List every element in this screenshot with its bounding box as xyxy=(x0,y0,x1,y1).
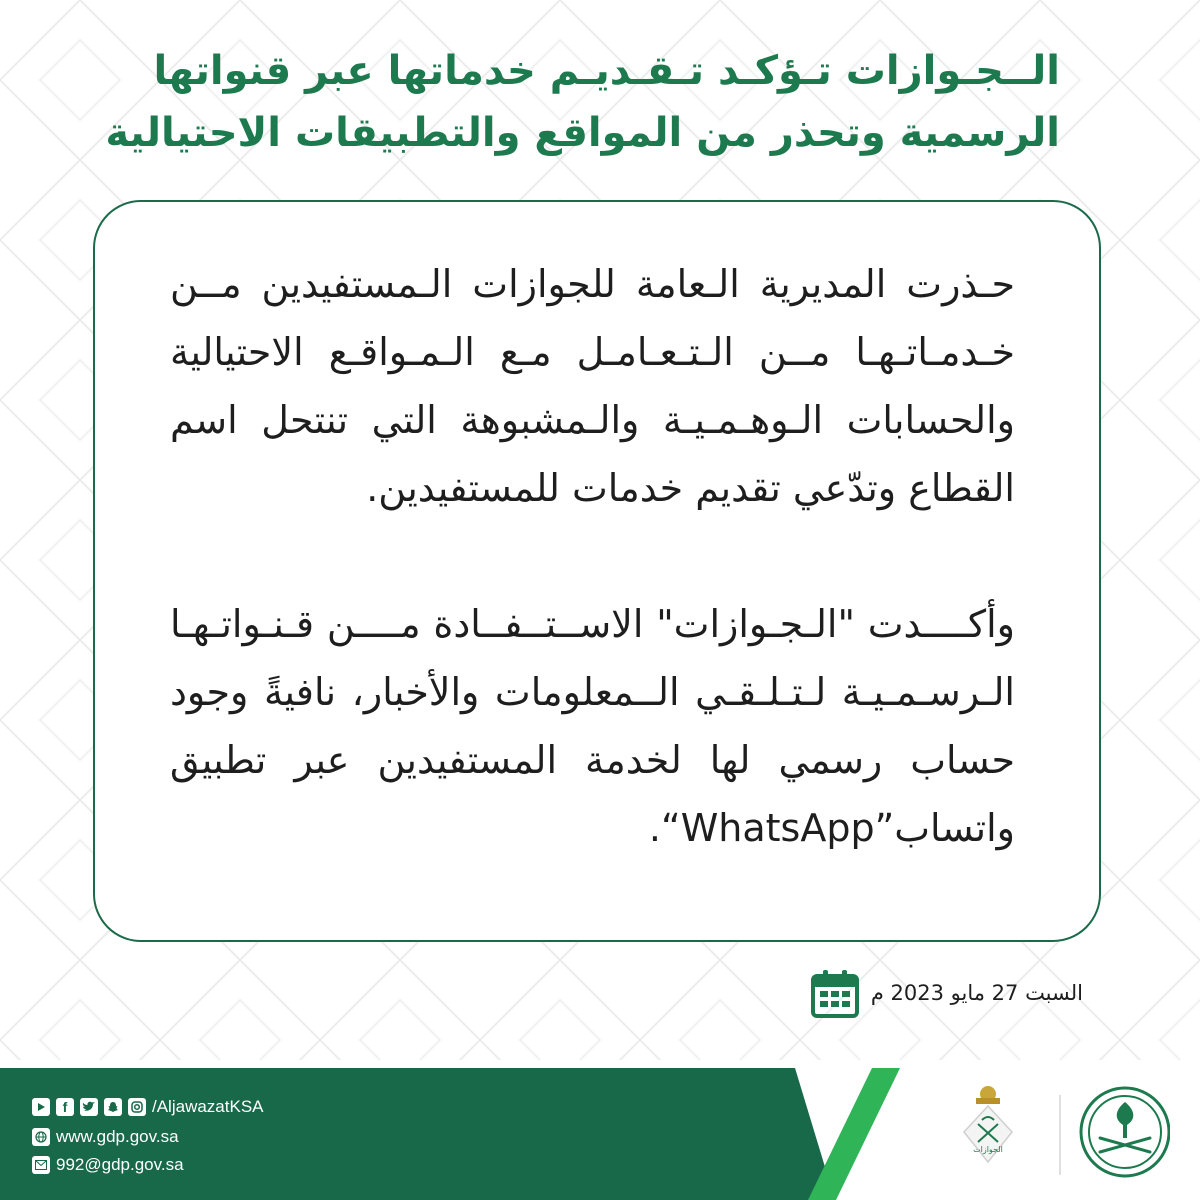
date-row xyxy=(811,968,1083,1018)
ministry-emblem xyxy=(1081,1088,1169,1176)
footer-social-row xyxy=(32,1097,264,1117)
footer-email-row xyxy=(32,1155,184,1175)
website-link[interactable]: www.gdp.gov.sa xyxy=(56,1127,179,1146)
title-line-1: الــجـوازات تـؤكـد تـقـديـم خدماتها عبر قنواتها xyxy=(153,48,1060,94)
logo-label: الجوازات xyxy=(973,1145,1003,1154)
globe-icon xyxy=(32,1128,50,1146)
email-link[interactable]: 992@gdp.gov.sa xyxy=(56,1155,184,1174)
paragraph-confirmation: وأكــــدت "الـجـوازات" الاســتــفــادة مــــن قـنـواتـهـا الـرسـمـيـة لـتـلـقـي الــمعلومات والأخبار، نافيةً وجود حساب رسمي لها لخدمة المستفيدين عبر تطبيق واتساب”WhatsApp“. xyxy=(170,602,1015,850)
footer-website-row xyxy=(32,1127,179,1147)
paragraph-warning: حـذرت المديرية الـعامة للجوازات الـمستفيدين مــن خـدمـاتـهـا مــن الـتـعـامـل مـع الـمـواقـع الاحتيالية والحسابات الـوهـمـيـة والـمشبوهة التي تنتحل اسم القطاع وتدّعي تقديم خدمات للمستفيدين. xyxy=(170,262,1015,510)
jawazat-logo xyxy=(964,1086,1012,1162)
facebook-icon[interactable]: f xyxy=(56,1098,74,1116)
youtube-icon[interactable] xyxy=(32,1098,50,1116)
title-line-2: الرسمية وتحذر من المواقع والتطبيقات الاحتيالية xyxy=(105,110,1060,156)
email-icon xyxy=(32,1156,50,1174)
calendar-icon xyxy=(811,968,859,1018)
instagram-icon[interactable] xyxy=(128,1098,146,1116)
social-handle[interactable]: /AljawazatKSA xyxy=(152,1097,264,1116)
twitter-icon[interactable] xyxy=(80,1098,98,1116)
page-title xyxy=(105,40,1060,164)
date-text: السبت 27 مايو 2023 م xyxy=(870,981,1083,1005)
snapchat-icon[interactable] xyxy=(104,1098,122,1116)
logos xyxy=(950,1080,1170,1190)
content-card-body xyxy=(170,250,1015,862)
